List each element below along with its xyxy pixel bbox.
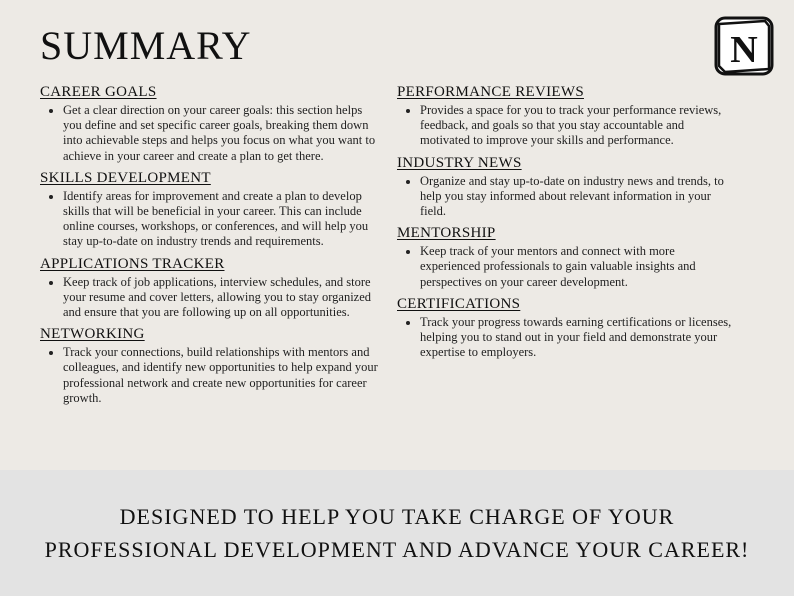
bullet-item: • Track your progress towards earning certifications or licenses, helping you to stand out in your field and demonstrate your expertise to employers. [420,315,737,361]
page-title: SUMMARY [40,23,252,68]
left-column [40,82,380,410]
section-heading: APPLICATIONS TRACKER [40,255,225,272]
section-heading: SKILLS DEVELOPMENT [40,169,211,186]
section-heading: INDUSTRY NEWS [397,154,522,171]
section-skills-development [40,168,380,250]
tagline-line-2: PROFESSIONAL DEVELOPMENT AND ADVANCE YOUR CAREER! [44,537,750,562]
right-column [397,82,737,364]
bullet-list [397,103,737,149]
bullet-list [397,174,737,220]
section-heading: NETWORKING [40,326,145,343]
tagline-banner [0,470,794,596]
bullet-list [397,315,737,361]
bullet-list [40,275,380,321]
bullet-item: • Keep track of job applications, interview schedules, and store your resume and cover letters, allowing you to stay organized and ensure that you are following up on all opportunities. [63,275,380,321]
section-networking [40,324,380,406]
bullet-item: • Track your connections, build relationships with mentors and colleagues, and identify new opportunities to help expand your professional network and create new opportunities for career growth. [63,345,380,406]
bullet-list [40,345,380,406]
section-industry-news [397,153,737,220]
section-heading: CAREER GOALS [40,84,157,100]
bullet-item: • Keep track of your mentors and connect with more experienced professionals to gain valuable insights and perspectives on your career development. [420,244,737,290]
bullet-item: • Identify areas for improvement and create a plan to develop skills that will be beneficial in your career. This can include online courses, workshops, or conferences, and will help you stay up-to-date on industry trends and requirements. [63,189,380,250]
section-heading: PERFORMANCE REVIEWS [397,84,584,100]
bullet-item: • Provides a space for you to track your performance reviews, feedback, and goals so that you stay accountable and motivated to improve your skills and performance. [420,103,737,149]
section-mentorship [397,223,737,290]
notion-logo-icon [713,15,775,77]
section-applications-tracker [40,254,380,321]
tagline-line-1: DESIGNED TO HELP YOU TAKE CHARGE OF YOUR [119,504,675,529]
section-heading: CERTIFICATIONS [397,295,521,312]
bullet-list [40,103,380,164]
bullet-list [40,189,380,250]
bullet-list [397,244,737,290]
section-career-goals [40,82,380,164]
section-heading: MENTORSHIP [397,225,496,242]
notion-logo-letter: N [730,29,758,71]
bullet-item: • Get a clear direction on your career goals: this section helps you define and set specific career goals, breaking them down into achievable steps and helps you focus on what you want to achieve in your career and create a plan to get there. [63,103,380,164]
bullet-item: • Organize and stay up-to-date on industry news and trends, to help you stay informed about relevant information in your field. [420,174,737,220]
section-performance-reviews [397,82,737,149]
section-certifications [397,294,737,361]
